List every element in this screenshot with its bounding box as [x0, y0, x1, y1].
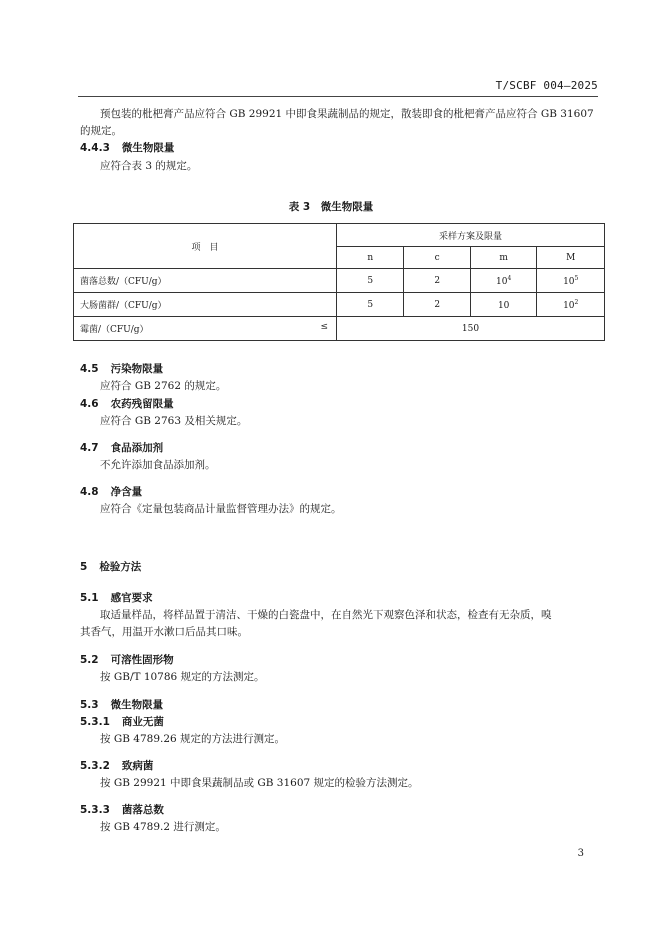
- column-header: M: [537, 247, 605, 269]
- section-5-1-line-2: 其香气，用温开水漱口后品其口味。: [80, 626, 248, 638]
- table-title: 表 3 微生物限量: [288, 201, 374, 213]
- row-item: [74, 317, 337, 341]
- table-row: [74, 317, 605, 341]
- item-header: 项 目: [74, 224, 337, 269]
- section-title: 微生物限量: [121, 142, 175, 154]
- section-title: 菌落总数: [121, 804, 164, 816]
- section-4-8-text: 应符合《定量包装商品计量监督管理办法》的规定。: [100, 503, 342, 515]
- section-number: 5.2: [80, 654, 99, 666]
- row-item: 菌落总数/（CFU/g）: [74, 269, 337, 293]
- cell-m: [470, 269, 537, 293]
- mold-item-label: 霉菌/（CFU/g）: [80, 325, 149, 335]
- section-4-5-text: 应符合 GB 2762 的规定。: [100, 380, 227, 392]
- section-number: 5.1: [80, 592, 99, 604]
- intro-line-2: 的规定。: [80, 125, 122, 137]
- section-title: 食品添加剂: [110, 442, 164, 454]
- section-title: 感官要求: [110, 592, 153, 604]
- table-row: [74, 269, 605, 293]
- row-item: 大肠菌群/（CFU/g）: [74, 293, 337, 317]
- section-number: 5.3.1: [80, 716, 110, 728]
- M-base: 10: [563, 300, 575, 311]
- cell-c: 2: [404, 269, 470, 293]
- cell-m: [470, 293, 537, 317]
- section-number: 5.3.2: [80, 760, 110, 772]
- section-title: 农药残留限量: [110, 398, 174, 410]
- section-5-3-1-heading: [80, 714, 164, 730]
- m-base: 10: [497, 300, 510, 311]
- M-base: 10: [563, 276, 575, 287]
- section-4-8-heading: [80, 484, 142, 500]
- section-5-3-1-text: 按 GB 4789.26 规定的方法进行测定。: [100, 733, 286, 745]
- column-header: m: [470, 247, 537, 269]
- section-4-6-heading: [80, 396, 174, 412]
- document-code: T/SCBF 004—2025: [495, 79, 598, 92]
- section-title: 致病菌: [121, 760, 154, 772]
- cell-c: 2: [404, 293, 470, 317]
- section-5-heading: [80, 559, 141, 575]
- mold-limit-value: 150: [337, 317, 605, 341]
- section-number: 4.6: [80, 398, 99, 410]
- section-5-3-3-heading: [80, 802, 164, 818]
- column-header: c: [404, 247, 470, 269]
- section-title: 微生物限量: [110, 699, 164, 711]
- m-base: 10: [496, 276, 508, 287]
- section-title: 污染物限量: [110, 363, 164, 375]
- cell-n: 5: [337, 293, 404, 317]
- section-title: 检验方法: [99, 561, 142, 573]
- page-number: 3: [577, 848, 584, 859]
- section-number: 4.4.3: [80, 142, 110, 154]
- section-5-3-2-heading: [80, 758, 153, 774]
- section-4-4-3-text: 应符合表 3 的规定。: [100, 160, 198, 172]
- section-5-1-line-1: 取适量样品，将样品置于清洁、干燥的白瓷盘中，在自然光下观察色泽和状态，检查有无杂质，嗅: [100, 609, 552, 621]
- section-number: 5.3: [80, 699, 99, 711]
- section-4-7-text: 不允许添加食品添加剂。: [100, 459, 216, 471]
- section-number: 4.7: [80, 442, 99, 454]
- m-exponent: 4: [507, 274, 512, 282]
- section-4-6-text: 应符合 GB 2763 及相关规定。: [100, 415, 248, 427]
- cell-n: 5: [337, 269, 404, 293]
- section-number: 5: [80, 561, 88, 573]
- section-title: 净含量: [110, 486, 143, 498]
- section-5-1-heading: [80, 590, 153, 606]
- section-5-3-heading: [80, 697, 163, 713]
- less-equal-symbol: ≤: [320, 322, 329, 332]
- section-4-5-heading: [80, 361, 163, 377]
- section-5-2-text: 按 GB/T 10786 规定的方法测定。: [100, 671, 265, 683]
- section-number: 4.5: [80, 363, 99, 375]
- plan-header: 采样方案及限量: [337, 224, 605, 247]
- section-number: 4.8: [80, 486, 99, 498]
- section-4-4-3-heading: [80, 140, 174, 156]
- section-title: 商业无菌: [121, 716, 164, 728]
- section-title: 可溶性固形物: [110, 654, 174, 666]
- cell-M: [537, 293, 605, 317]
- section-5-3-2-text: 按 GB 29921 中即食果蔬制品或 GB 31607 规定的检验方法测定。: [100, 777, 419, 789]
- M-exponent: 2: [574, 298, 579, 306]
- microbial-limits-table: [73, 223, 605, 341]
- section-5-3-3-text: 按 GB 4789.2 进行测定。: [100, 821, 226, 833]
- intro-line-1: 预包装的枇杷膏产品应符合 GB 29921 中即食果蔬制品的规定，散装即食的枇杷膏产品应符合 GB 31607: [100, 108, 594, 120]
- section-4-7-heading: [80, 440, 163, 456]
- M-exponent: 5: [574, 274, 579, 282]
- header-rule: [78, 96, 598, 97]
- column-header: n: [337, 247, 404, 269]
- section-number: 5.3.3: [80, 804, 110, 816]
- table-row: [74, 293, 605, 317]
- cell-M: [537, 269, 605, 293]
- section-5-2-heading: [80, 652, 174, 668]
